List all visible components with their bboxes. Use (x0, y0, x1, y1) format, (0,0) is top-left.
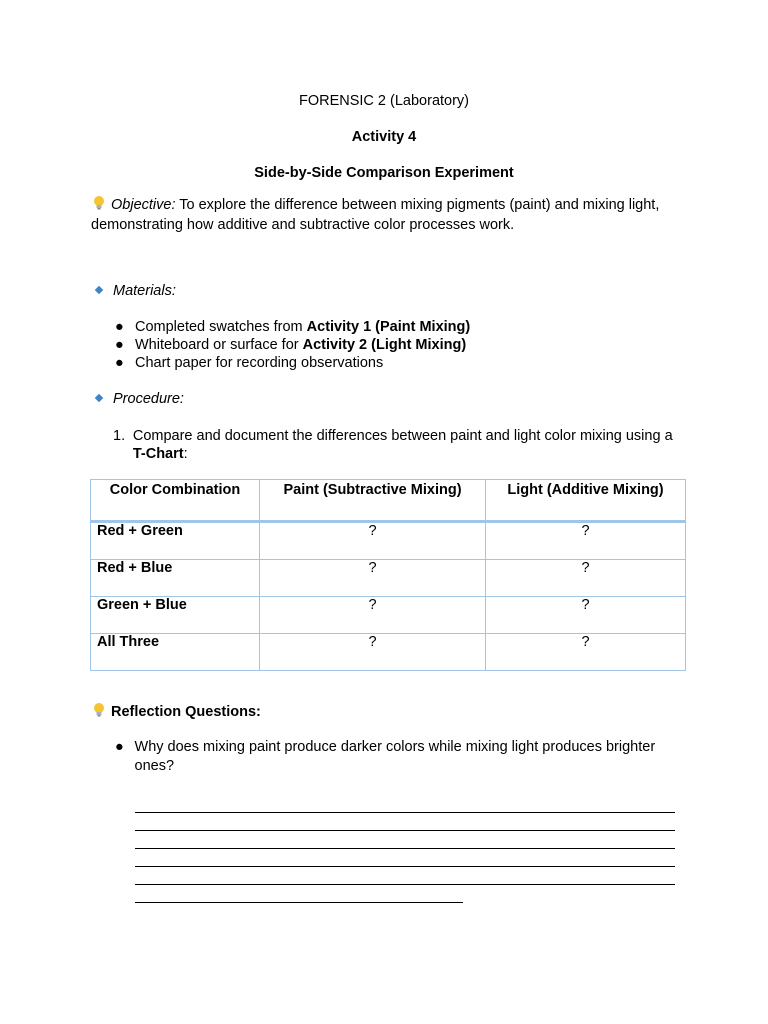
objective-paragraph (91, 195, 671, 235)
table-cell: ? (260, 597, 486, 634)
materials-heading (96, 283, 176, 299)
list-item-bold: Activity 1 (Paint Mixing) (306, 319, 471, 335)
answer-line[interactable] (135, 867, 675, 885)
bullet-dot-icon: ● (115, 337, 124, 353)
diamond-bullet-icon (95, 286, 103, 294)
step-text: Compare and document the differences between paint and light color mixing using a (132, 428, 673, 444)
step-suffix: : (183, 446, 188, 462)
procedure-step (113, 427, 673, 463)
reflection-heading (91, 702, 261, 720)
objective-text: To explore the difference between mixing pigments (paint) and mixing light, demonstrating how additive and subtractive color processes work. (91, 197, 660, 233)
experiment-subtitle: Side-by-Side Comparison Experiment (254, 165, 514, 181)
table-cell: ? (486, 560, 686, 597)
answer-line[interactable] (135, 795, 675, 813)
procedure-heading-text: Procedure: (113, 391, 184, 407)
t-chart-table (90, 479, 686, 671)
lightbulb-icon (91, 702, 107, 718)
bullet-dot-icon: ● (115, 739, 124, 755)
table-cell: ? (260, 634, 486, 671)
lightbulb-icon (91, 195, 107, 211)
answer-lines[interactable] (135, 795, 675, 903)
list-item (115, 354, 470, 372)
column-header: Color Combination (91, 480, 260, 522)
bullet-dot-icon: ● (115, 319, 124, 335)
table-cell: ? (260, 522, 486, 560)
step-number: 1. (113, 428, 126, 444)
answer-line[interactable] (135, 831, 675, 849)
table-cell: Red + Green (91, 522, 260, 560)
list-item (115, 318, 470, 336)
procedure-heading (96, 391, 184, 407)
materials-heading-text: Materials: (113, 283, 176, 299)
list-item-bold: Activity 2 (Light Mixing) (302, 337, 467, 353)
table-cell: ? (486, 522, 686, 560)
materials-list (115, 318, 470, 372)
question-text: Why does mixing paint produce darker colors while mixing light produces brighter ones? (134, 739, 656, 774)
objective-label: Objective: (111, 197, 176, 213)
table-row (91, 560, 686, 597)
table-cell: ? (486, 634, 686, 671)
reflection-heading-text: Reflection Questions: (111, 704, 261, 720)
table-cell: Green + Blue (91, 597, 260, 634)
list-item (115, 336, 470, 354)
reflection-question (115, 738, 685, 776)
answer-line[interactable] (135, 849, 675, 867)
table-header-row (91, 480, 686, 522)
column-header: Paint (Subtractive Mixing) (260, 480, 486, 522)
table-row (91, 634, 686, 671)
table-cell: ? (486, 597, 686, 634)
table-cell: Red + Blue (91, 560, 260, 597)
table-row (91, 522, 686, 560)
table-cell: ? (260, 560, 486, 597)
answer-line[interactable] (135, 885, 463, 903)
diamond-bullet-icon (95, 394, 103, 402)
bullet-dot-icon: ● (115, 355, 124, 371)
step-bold: T-Chart (132, 446, 184, 462)
list-item-text: Whiteboard or surface for (135, 337, 303, 353)
table-row (91, 597, 686, 634)
table-cell: All Three (91, 634, 260, 671)
column-header: Light (Additive Mixing) (486, 480, 686, 522)
answer-line[interactable] (135, 813, 675, 831)
document-title: FORENSIC 2 (Laboratory) (298, 93, 470, 109)
list-item-text: Chart paper for recording observations (135, 355, 384, 371)
activity-label: Activity 4 (351, 129, 417, 145)
list-item-text: Completed swatches from (135, 319, 307, 335)
